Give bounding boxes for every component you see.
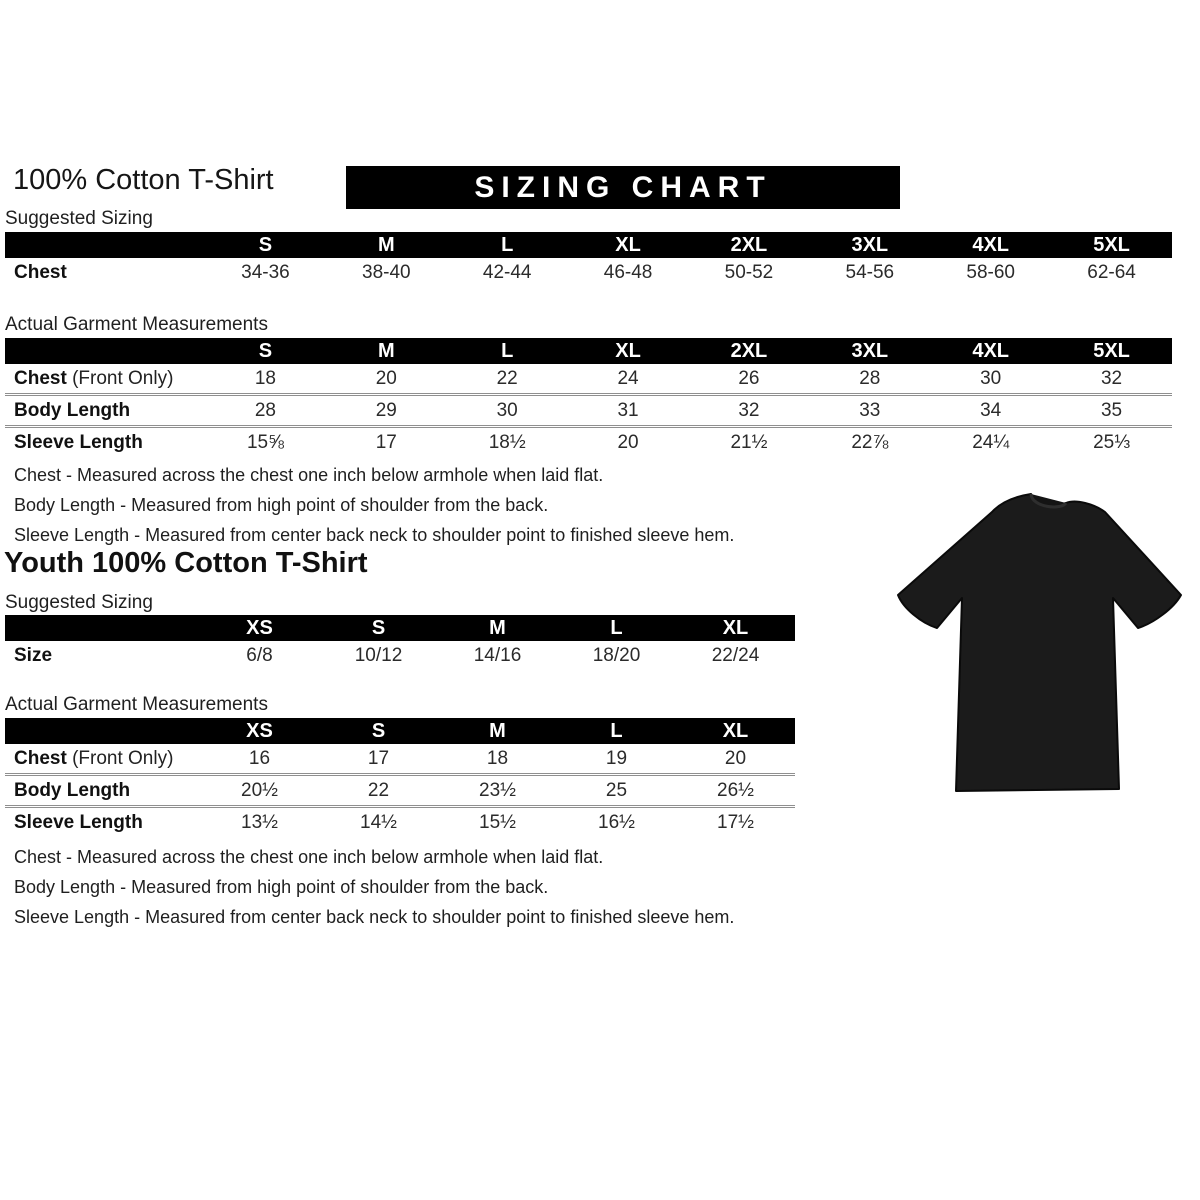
table-cell: 33 xyxy=(859,399,881,421)
row-label: Chest (Front Only) xyxy=(14,367,174,389)
row-label: Chest xyxy=(14,261,67,283)
row-label: Chest (Front Only) xyxy=(14,747,174,769)
youth-actual-measurements-table xyxy=(5,718,795,837)
table-cell: 30 xyxy=(496,399,518,421)
table-cell: 28 xyxy=(859,367,881,389)
column-header: S xyxy=(258,233,273,256)
table-cell: 20 xyxy=(375,367,397,389)
table-cell: 32 xyxy=(1100,367,1123,389)
table-cell: 15⅝ xyxy=(246,431,284,453)
table-row-chest xyxy=(5,744,795,773)
table-cell: 26 xyxy=(738,367,760,389)
note-body-length: Body Length - Measured from high point of shoulder from the back. xyxy=(14,877,549,897)
table-cell: 34 xyxy=(980,399,1002,421)
table-cell: 17 xyxy=(367,747,390,769)
table-cell: 58-60 xyxy=(966,261,1015,283)
table-cell: 6/8 xyxy=(246,644,273,666)
page-title: 100% Cotton T-Shirt xyxy=(13,164,274,196)
table-cell: 31 xyxy=(617,399,639,421)
table-cell: 16 xyxy=(248,747,271,769)
column-header: M xyxy=(377,233,395,256)
table-cell: 22/24 xyxy=(711,644,760,666)
column-header: XS xyxy=(246,719,273,742)
table-cell: 29 xyxy=(375,399,397,421)
adult-suggested-sizing-table xyxy=(5,232,1172,287)
table-cell: 16½ xyxy=(598,811,635,833)
column-header: XL xyxy=(722,616,749,639)
table-cell: 62-64 xyxy=(1087,261,1136,283)
table-cell: 25⅓ xyxy=(1093,431,1131,453)
table-cell: 20 xyxy=(617,431,639,453)
table-cell: 20½ xyxy=(241,779,278,801)
table-cell: 17 xyxy=(375,431,397,453)
sizing-chart-banner: SIZING CHART xyxy=(346,166,900,209)
column-header: XS xyxy=(246,616,273,639)
table-cell: 23½ xyxy=(479,779,516,801)
table-cell: 30 xyxy=(980,367,1002,389)
column-header: 2XL xyxy=(730,233,768,256)
table-cell: 26½ xyxy=(717,779,754,801)
column-header: 4XL xyxy=(972,233,1010,256)
table-row-sleeve-length xyxy=(5,425,1172,457)
adult-measurement-notes xyxy=(14,460,734,550)
table-cell: 14½ xyxy=(360,811,397,833)
adult-actual-measurements-table xyxy=(5,338,1172,457)
table-cell: 42-44 xyxy=(482,261,532,283)
youth-suggested-sizing-table xyxy=(5,615,795,670)
column-header: XL xyxy=(722,719,749,742)
table-header-row xyxy=(5,615,795,641)
column-header: XL xyxy=(615,339,641,362)
table-cell: 28 xyxy=(254,399,276,421)
column-header: L xyxy=(610,719,623,742)
column-header: 3XL xyxy=(851,339,889,362)
column-header: 4XL xyxy=(972,339,1010,362)
row-label: Body Length xyxy=(14,399,131,421)
youth-title: Youth 100% Cotton T-Shirt xyxy=(4,547,368,579)
adult-suggested-sizing-label: Suggested Sizing xyxy=(5,208,153,229)
note-chest: Chest - Measured across the chest one inch below armhole when laid flat. xyxy=(14,465,604,485)
column-header: S xyxy=(371,719,386,742)
table-cell: 24 xyxy=(617,367,639,389)
column-header: S xyxy=(371,616,386,639)
row-label: Body Length xyxy=(14,779,131,801)
table-row-body-length xyxy=(5,773,795,805)
table-cell: 10/12 xyxy=(354,644,403,666)
table-row-body-length xyxy=(5,393,1172,425)
table-cell: 46-48 xyxy=(603,261,653,283)
note-sleeve-length: Sleeve Length - Measured from center back neck to shoulder point to finished sleeve hem. xyxy=(14,525,735,545)
table-cell: 21½ xyxy=(730,431,768,453)
table-cell: 24¼ xyxy=(972,431,1010,453)
table-cell: 18 xyxy=(486,747,509,769)
column-header: 2XL xyxy=(730,339,768,362)
table-cell: 54-56 xyxy=(845,261,895,283)
table-cell: 15½ xyxy=(479,811,516,833)
table-cell: 18½ xyxy=(488,431,526,453)
table-cell: 18/20 xyxy=(592,644,641,666)
adult-actual-measurements-label: Actual Garment Measurements xyxy=(5,314,268,335)
table-header-row xyxy=(5,718,795,744)
table-header-row xyxy=(5,338,1172,364)
table-cell: 22⅞ xyxy=(851,431,889,453)
table-cell: 34-36 xyxy=(241,261,290,283)
table-row-chest xyxy=(5,364,1172,393)
table-cell: 22 xyxy=(367,779,390,801)
table-cell: 38-40 xyxy=(362,261,411,283)
column-header: S xyxy=(258,339,273,362)
black-tshirt-image xyxy=(892,488,1200,803)
table-cell: 35 xyxy=(1100,399,1123,421)
table-row xyxy=(5,258,1172,287)
table-cell: 20 xyxy=(724,747,747,769)
table-cell: 14/16 xyxy=(473,644,522,666)
column-header: XL xyxy=(615,233,641,256)
youth-actual-measurements-label: Actual Garment Measurements xyxy=(5,694,268,715)
table-cell: 22 xyxy=(496,367,518,389)
column-header: 5XL xyxy=(1093,233,1130,256)
column-header: M xyxy=(489,616,506,639)
column-header: L xyxy=(501,233,514,256)
table-header-row xyxy=(5,232,1172,258)
table-row-size xyxy=(5,641,795,670)
table-cell: 13½ xyxy=(241,811,278,833)
table-cell: 17½ xyxy=(717,811,754,833)
column-header: M xyxy=(489,719,506,742)
column-header: L xyxy=(610,616,623,639)
column-header: 3XL xyxy=(851,233,889,256)
youth-measurement-notes xyxy=(14,842,734,932)
note-body-length: Body Length - Measured from high point of shoulder from the back. xyxy=(14,495,549,515)
row-label: Sleeve Length xyxy=(14,431,143,453)
note-chest: Chest - Measured across the chest one inch below armhole when laid flat. xyxy=(14,847,604,867)
table-cell: 32 xyxy=(738,399,760,421)
table-cell: 19 xyxy=(605,747,628,769)
note-sleeve-length: Sleeve Length - Measured from center back neck to shoulder point to finished sleeve hem. xyxy=(14,907,735,927)
column-header: L xyxy=(501,339,514,362)
column-header: 5XL xyxy=(1093,339,1130,362)
table-cell: 18 xyxy=(254,367,276,389)
column-header: M xyxy=(377,339,395,362)
youth-suggested-sizing-label: Suggested Sizing xyxy=(5,592,153,613)
row-label: Sleeve Length xyxy=(14,811,143,833)
table-cell: 25 xyxy=(605,779,628,801)
table-row-sleeve-length xyxy=(5,805,795,837)
table-cell: 50-52 xyxy=(724,261,774,283)
row-label: Size xyxy=(14,644,53,666)
